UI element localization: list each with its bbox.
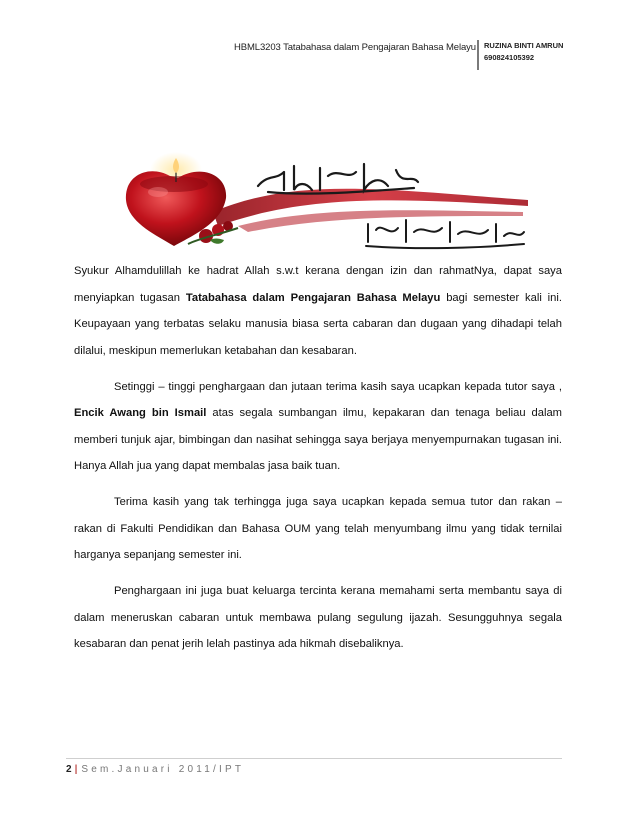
acknowledgement-body: [74, 258, 562, 667]
assignment-title: Tatabahasa dalam Pengajaran Bahasa Melayu: [185, 291, 441, 304]
heart-candle-calligraphy-image: [118, 146, 530, 260]
author-name: RUZINA BINTI AMRUN: [484, 41, 564, 50]
paragraph-2-text-a: Setinggi – tinggi penghargaan dan jutaan terima kasih saya ucapkan kepada tutor saya ,: [114, 380, 562, 393]
footer-divider: [66, 758, 562, 759]
paragraph-4: Penghargaan ini juga buat keluarga tercinta kerana memahami serta membantu saya di dalam meneruskan cabaran untuk membawa pulang segulung ijazah. Sesungguhnya segala kesabaran dan penat jerih lelah pastinya ada hikmah disebaliknya.: [74, 585, 562, 650]
paragraph-1-text-b: bagi semester kali ini. Keupayaan yang terbatas selaku manusia biasa serta cabaran dan dugaan yang dihadapi telah dilalui, meskipun memerlukan ketabahan dan kesabaran.: [74, 291, 562, 357]
paragraph-2-text-b: atas segala sumbangan ilmu, kepakaran dan tenaga beliau dalam memberi tunjuk ajar, bimbingan dan nasihat sehingga saya berjaya menyempurnakan tugasan ini. Hanya Allah jua yang dapat membalas jasa baik tuan.: [74, 407, 563, 472]
footer-separator: |: [74, 764, 78, 775]
page-number: 2: [66, 764, 72, 775]
header-divider: [477, 40, 479, 70]
paragraph-3: Terima kasih yang tak terhingga juga saya ucapkan kepada semua tutor dan rakan – rakan di Fakulti Pendidikan dan Bahasa OUM yang telah menyumbang ilmu yang tidak ternilai harganya sepanjang semester ini.: [74, 496, 562, 561]
author-id: 690824105392: [484, 53, 535, 62]
paragraph-2: [74, 374, 562, 480]
author-block: [484, 40, 563, 64]
footer-semester: Sem.Januari 2011/IPT: [81, 764, 245, 775]
course-title: HBML3203 Tatabahasa dalam Pengajaran Bahasa Melayu: [234, 42, 476, 53]
page-header: [0, 40, 638, 72]
page-footer: [66, 764, 244, 775]
tutor-name: Encik Awang bin Ismail: [74, 407, 207, 419]
paragraph-1: [74, 258, 562, 364]
paragraph-1-text-a: Syukur Alhamdulillah ke hadrat Allah s.w.t kerana dengan izin dan rahmatNya, dapat saya menyiapkan tugasan: [74, 265, 562, 304]
banner-illustration: [118, 146, 530, 260]
